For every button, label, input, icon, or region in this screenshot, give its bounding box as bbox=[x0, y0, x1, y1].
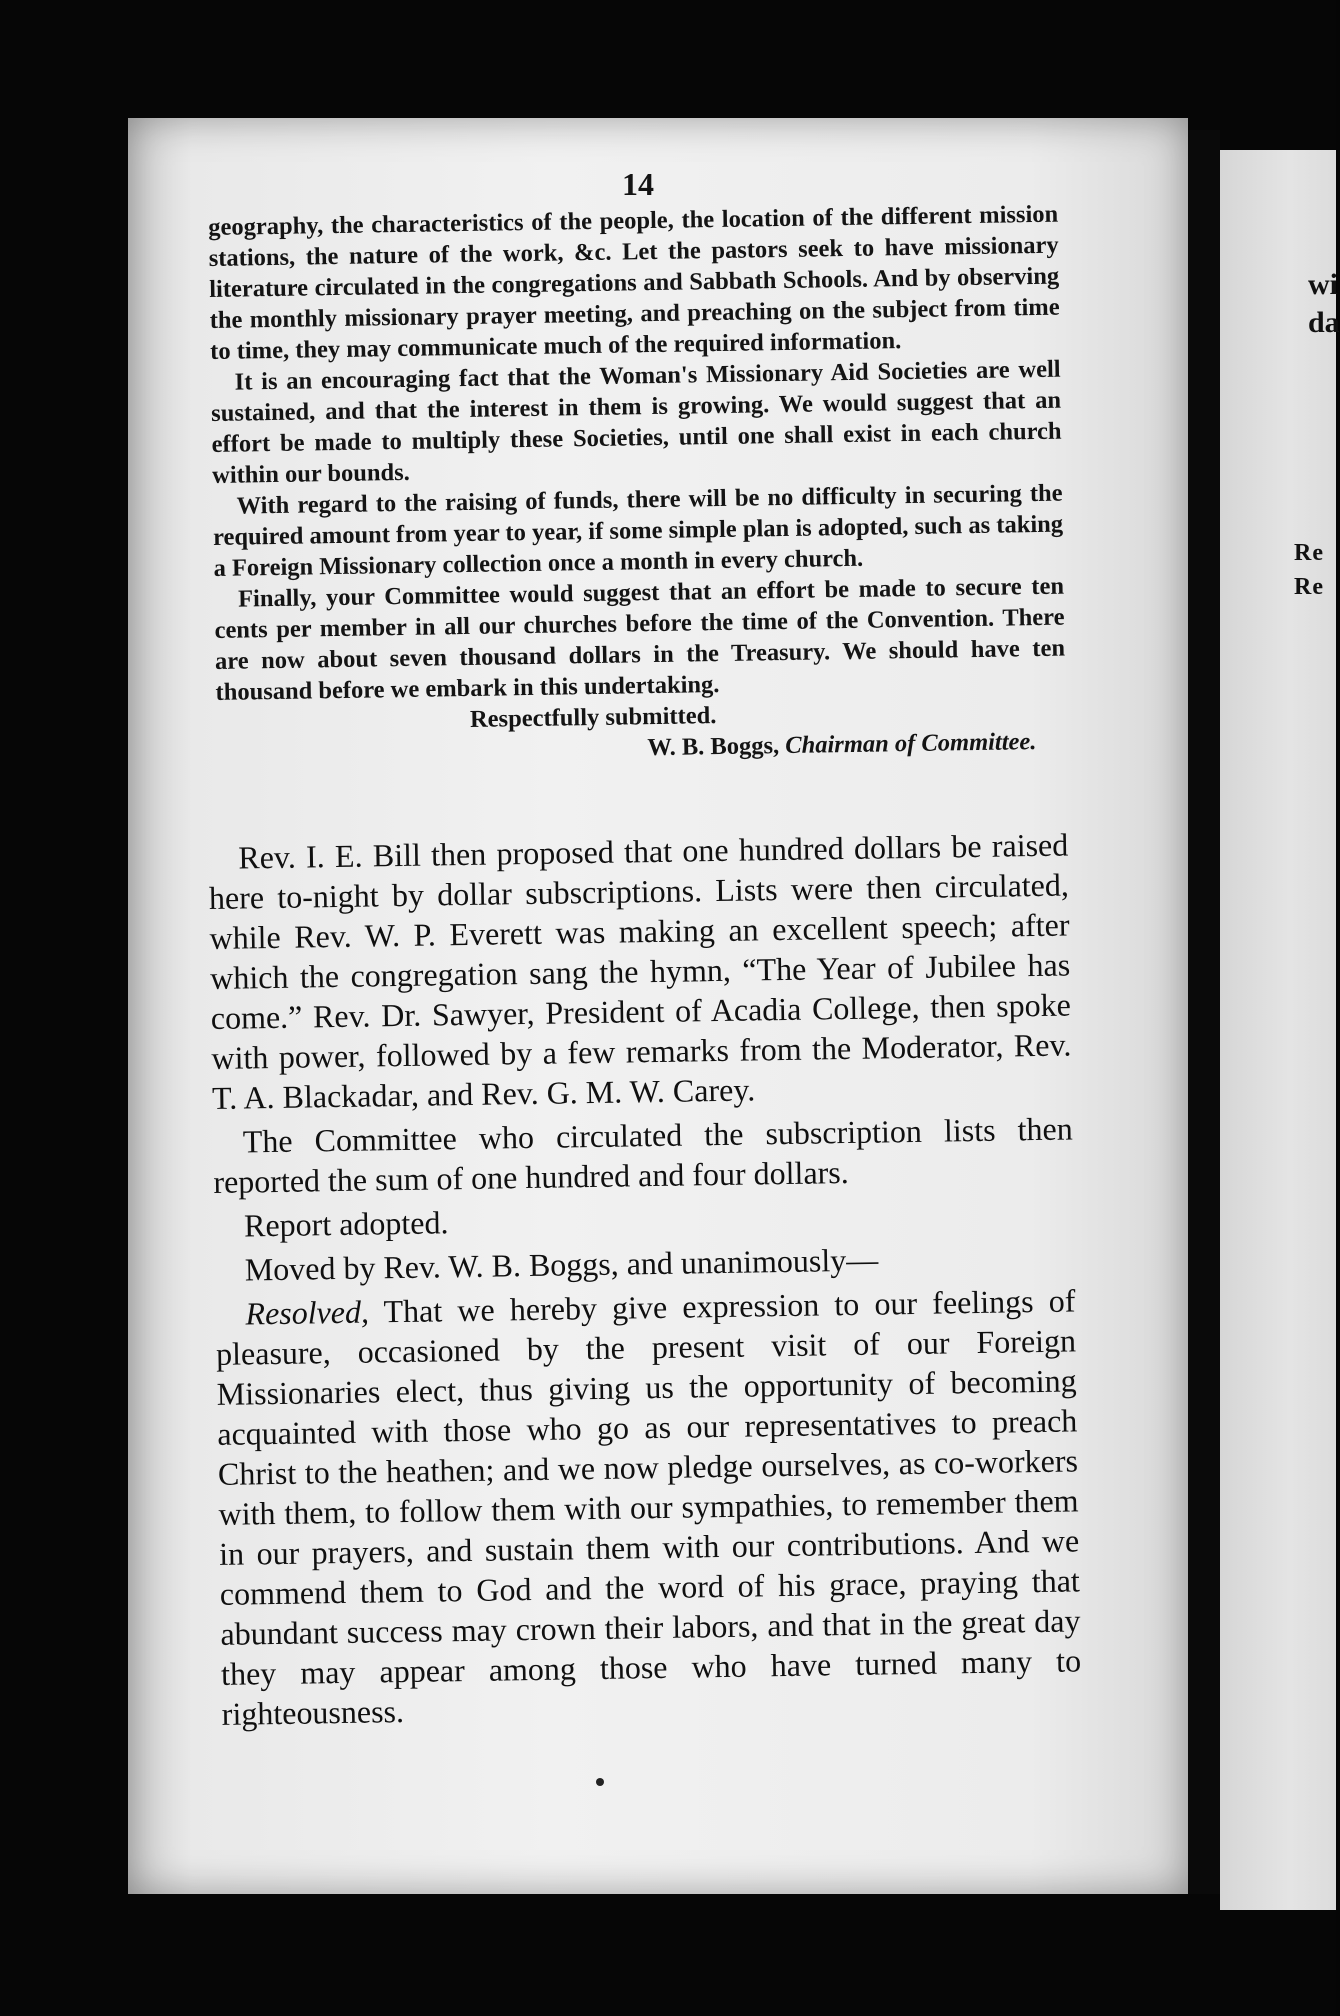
signature-name: W. B. Boggs, bbox=[647, 732, 780, 762]
ink-dot bbox=[596, 1778, 604, 1786]
signature-title: Chairman of Committee. bbox=[785, 728, 1037, 759]
minutes-paragraph: Report adopted. bbox=[243, 1204, 449, 1244]
minutes-paragraph: Rev. I. E. Bill then proposed that one hundred dollars be raised here to-night by dollar subscriptions. Lists were then circulated, while Rev. W. P. Everett was making an excellent speech; after which the congregation sang the hymn, “The Year of Jubilee has come.” Rev. Dr. Sawyer, President of Acadia College, then spoke with power, followed by a few remarks from the Moderator, Rev. T. A. Blackadar, and Rev. G. M. W. Carey. bbox=[208, 826, 1072, 1116]
book-gutter bbox=[1188, 130, 1220, 1894]
report-paragraph: It is an encouraging fact that the Woman's Missionary Aid Societies are well sustained, and that the interest in them is growing. We would suggest that an effort be made to multiply these Societies, until one shall exist in each church within our bounds. bbox=[210, 355, 1062, 489]
signoff: Respectfully submitted. bbox=[469, 702, 717, 733]
resolved-label: Resolved, bbox=[245, 1293, 370, 1332]
meeting-minutes bbox=[208, 824, 1082, 1737]
page-number: 14 bbox=[622, 166, 654, 202]
facing-page-edge bbox=[1220, 150, 1340, 1910]
facing-page-text: da bbox=[1308, 306, 1340, 339]
facing-page-text: Re bbox=[1294, 574, 1324, 600]
report-paragraph: With regard to the raising of funds, there will be no difficulty in securing the required amount from year to year, if some simple plan is adopted, such as taking a Foreign Missionary collection once a month in every church. bbox=[212, 479, 1064, 582]
minutes-paragraph: The Committee who circulated the subscription lists then reported the sum of one hundred and four dollars. bbox=[213, 1110, 1073, 1200]
report-paragraph: Finally, your Committee would suggest that an effort be made to secure ten cents per member in all our churches before the time of the Convention. There are now about seven thousand dollars in the Treasury. We should have ten thousand before we embark in this undertaking. bbox=[214, 572, 1066, 706]
document-page bbox=[128, 118, 1188, 1894]
committee-report bbox=[208, 199, 1067, 770]
report-paragraph: geography, the characteristics of the people, the location of the different mission stations, the nature of the work, &c. Let the pastors seek to have missionary literature circulated in the congregations and Sabbath Schools. And by observing the monthly missionary prayer meeting, and preaching on the subject from time to time, they may communicate much of the required information. bbox=[208, 200, 1060, 365]
facing-page-text: Re bbox=[1294, 540, 1324, 566]
resolution-paragraph bbox=[215, 1280, 1082, 1733]
resolution-text: That we hereby give expression to our feelings of pleasure, occasioned by the present visit of our Foreign Missionaries elect, thus giving us the opportunity of becoming acquainted with those who go as our representatives to preach Christ to the heathen; and we now pledge ourselves, as co-workers with them, to follow them with our sympathies, to remember them in our prayers, and sustain them with our contributions. And we commend them to God and the word of his grace, praying that abundant success may crown their labors, and that in the great day they may appear among those who have turned many to righteousness. bbox=[215, 1282, 1082, 1732]
facing-page-text: wi bbox=[1308, 268, 1338, 301]
minutes-paragraph: Moved by Rev. W. B. Boggs, and unanimously— bbox=[244, 1241, 879, 1288]
